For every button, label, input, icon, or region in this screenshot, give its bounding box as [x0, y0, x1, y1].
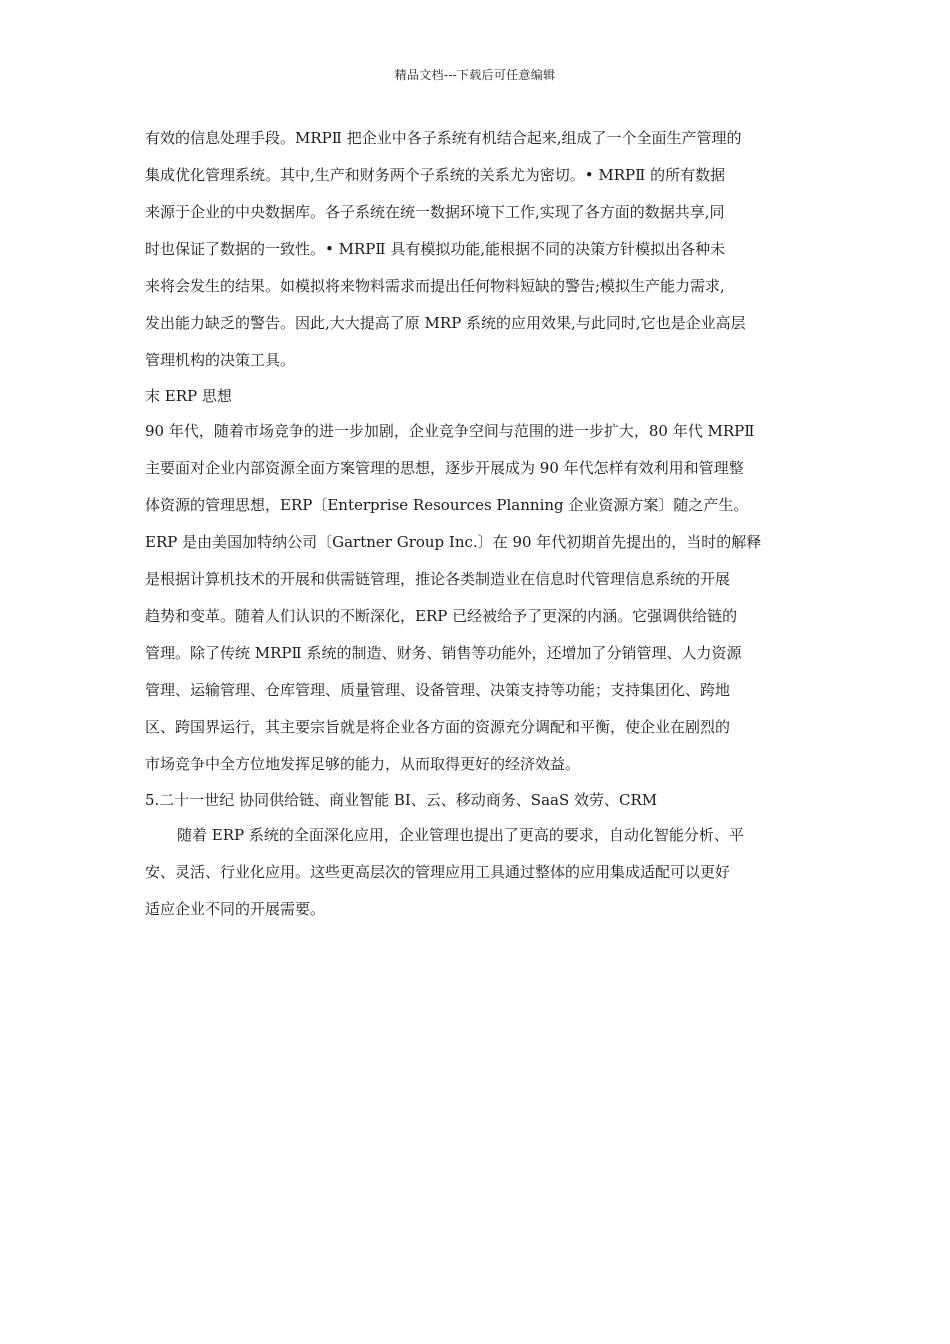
text-line: 时也保证了数据的一致性。• MRPⅡ 具有模拟功能,能根据不同的决策方针模拟出各种未 — [145, 240, 726, 258]
text-line: 来源于企业的中央数据库。各子系统在统一数据环境下工作,实现了各方面的数据共享,同 — [145, 203, 725, 221]
text-line: 90 年代，随着市场竞争的进一步加剧，企业竞争空间与范围的进一步扩大，80 年代 MRPⅡ — [145, 422, 755, 440]
text-line: 体资源的管理思想，ERP〔Enterprise Resources Planning 企业资源方案〕随之产生。 — [145, 496, 749, 514]
section-heading — [145, 783, 825, 817]
text-line: 集成优化管理系统。其中,生产和财务两个子系统的关系尤为密切。• MRPⅡ 的所有数据 — [145, 166, 726, 184]
paragraph — [145, 120, 825, 379]
paragraph — [145, 413, 825, 783]
page-header: 精品文档---下载后可任意编辑 — [394, 68, 556, 82]
text-line: 有效的信息处理手段。MRPⅡ 把企业中各子系统有机结合起来,组成了一个全面生产管理的 — [145, 129, 742, 147]
text-line: 管理、运输管理、仓库管理、质量管理、设备管理、决策支持等功能；支持集团化、跨地 — [145, 681, 731, 699]
text-line: 管理机构的决策工具。 — [145, 351, 296, 369]
text-line: 随着 ERP 系统的全面深化应用，企业管理也提出了更高的要求，自动化智能分析、平 — [177, 826, 744, 844]
text-line: ERP 是由美国加特纳公司〔Gartner Group Inc.〕在 90 年代初期首先提出的，当时的解释 — [145, 533, 762, 551]
document-body — [145, 120, 825, 928]
text-line: 安、灵活、行业化应用。这些更高层次的管理应用工具通过整体的应用集成适配可以更好 — [145, 863, 731, 881]
text-line: 主要面对企业内部资源全面方案管理的思想，逐步开展成为 90 年代怎样有效利用和管理整 — [145, 459, 744, 477]
text-line: 区、跨国界运行，其主要宗旨就是将企业各方面的资源充分调配和平衡，使企业在剧烈的 — [145, 718, 731, 736]
text-line: 来将会发生的结果。如模拟将来物料需求而提出任何物料短缺的警告;模拟生产能力需求, — [145, 277, 725, 295]
text-line: 是根据计算机技术的开展和供需链管理，推论各类制造业在信息时代管理信息系统的开展 — [145, 570, 731, 588]
text-line: 适应企业不同的开展需要。 — [145, 900, 326, 918]
text-line: 管理。除了传统 MRPⅡ 系统的制造、财务、销售等功能外，还增加了分销管理、人力资源 — [145, 644, 742, 662]
text-line: 趋势和变革。随着人们认识的不断深化，ERP 已经被给予了更深的内涵。它强调供给链的 — [145, 607, 738, 625]
text-line: 发出能力缺乏的警告。因此,大大提高了原 MRP 系统的应用效果,与此同时,它也是企业高层 — [145, 314, 746, 332]
section-heading — [145, 379, 825, 413]
paragraph — [145, 817, 825, 928]
text-line: 末 ERP 思想 — [145, 387, 232, 405]
text-line: 市场竞争中全方位地发挥足够的能力，从而取得更好的经济效益。 — [145, 755, 581, 773]
text-line: 5.二十一世纪 协同供给链、商业智能 BI、云、移动商务、SaaS 效劳、CRM — [145, 791, 658, 809]
